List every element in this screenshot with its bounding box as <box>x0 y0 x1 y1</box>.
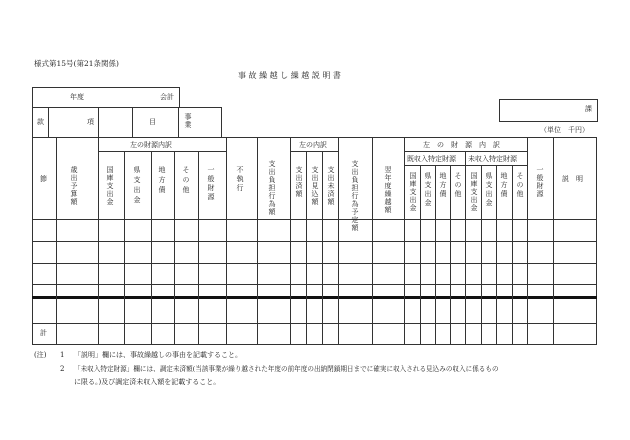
header-box <box>32 87 180 137</box>
col-prefectural-b: 県支出金 <box>485 172 493 208</box>
col-other: その他 <box>182 166 190 196</box>
fiscal-year-label: 年度 <box>70 93 84 101</box>
note-2-text-a: 「未収入特定財源」欄には、調定未済額(当該事業が繰り越された年度の前年度の出納閉鎖期日までに確実に収入される見込みの収入に係るもの <box>74 365 499 373</box>
col-national: 国庫支出金 <box>106 166 114 206</box>
note-1-num: 1 <box>60 351 65 359</box>
division-label: 課 <box>585 105 592 113</box>
col-prefectural: 県支出金 <box>133 166 141 206</box>
col-paid: 支出済額 <box>295 166 303 198</box>
col-commit: 支出負担行為額 <box>268 160 276 216</box>
col-received: 既収入特定財源 <box>407 155 456 163</box>
kou-label: 項 <box>87 118 94 126</box>
unit-label: （単位 千円） <box>540 126 589 134</box>
note-2-num: 2 <box>60 365 65 373</box>
note-1-text: 「説明」欄には、事故繰越しの事由を記載すること。 <box>74 351 242 359</box>
col-left-funds: 左の財源内訳 <box>130 141 172 149</box>
notes-prefix: (注) <box>34 351 47 359</box>
col-bond: 地方債 <box>158 166 166 196</box>
account-label: 会計 <box>160 93 174 101</box>
form-number: 様式第15号(第21条関係) <box>34 59 119 68</box>
col-other-a: その他 <box>454 172 462 199</box>
col-prefectural-a: 県支出金 <box>424 172 432 208</box>
col-unreceived: 未収入特定財源 <box>468 155 517 163</box>
kan-label: 款 <box>37 118 44 126</box>
doc-title: 事 故 繰 越 し 繰 越 説 明 書 <box>238 71 341 80</box>
division-box <box>499 99 598 122</box>
col-carryover: 翌年度繰越額 <box>384 166 392 214</box>
col-unpaid: 支出未済額 <box>327 166 335 206</box>
total-label: 計 <box>40 329 47 337</box>
col-bond-a: 地方債 <box>439 172 447 199</box>
note-2-text-b: に限る。)及び調定済未収入額を記載すること。 <box>74 378 221 386</box>
col-general: 一般財源 <box>207 166 215 202</box>
col-national-a: 国庫支出金 <box>409 172 417 212</box>
col-planned: 支出負担行為予定額 <box>351 160 359 232</box>
col-national-b: 国庫支出金 <box>470 172 478 212</box>
col-left-funds-2: 左 の 財 源 内 訳 <box>423 141 500 149</box>
moku-label: 目 <box>149 118 156 126</box>
col-left-detail: 左の内訳 <box>299 141 327 149</box>
col-remarks: 説 明 <box>562 175 583 183</box>
col-bond-b: 地方債 <box>500 172 508 199</box>
col-budget: 歳出予算額 <box>70 166 78 206</box>
col-non-exec: 不執行 <box>236 166 244 193</box>
col-general-2: 一般財源 <box>536 166 544 198</box>
col-other-b: その他 <box>516 172 524 199</box>
jigyou-label: 事業 <box>184 113 192 129</box>
col-expected: 支出見込額 <box>311 166 319 206</box>
col-setsu: 節 <box>40 175 47 183</box>
